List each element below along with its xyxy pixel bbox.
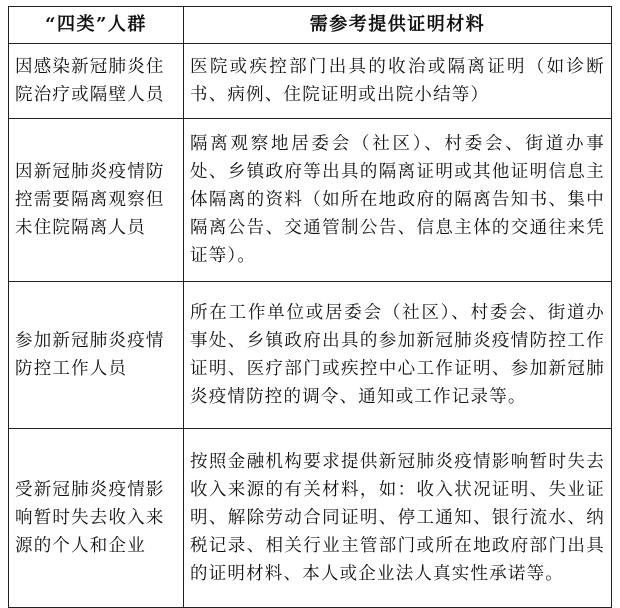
row-material-cell: 所在工作单位或居委会（社区）、村委会、街道办事处、乡镇政府出具的参加新冠肺炎疫情防控工作证明、医疗部门或疾控中心工作证明、参加新冠肺炎疫情防控的调令、通知或工作记录等。 bbox=[184, 282, 612, 429]
row-material-cell: 隔离观察地居委会（社区）、村委会、街道办事处、乡镇政府等出具的隔离证明或其他证明信息主体隔离的资料（如所在地政府的隔离告知书、集中隔离公告、交通管制公告、信息主体的交通往来凭证等）。 bbox=[184, 119, 612, 282]
table-row bbox=[9, 429, 612, 608]
row-group-cell: 受新冠肺炎疫情影响暂时失去收入来源的个人和企业 bbox=[9, 429, 184, 608]
table-row bbox=[9, 119, 612, 282]
row-material-cell: 医院或疾控部门出具的收治或隔离证明（如诊断书、病例、住院证明或出院小结等） bbox=[184, 44, 612, 119]
table-row bbox=[9, 282, 612, 429]
row-group-cell: 参加新冠肺炎疫情防控工作人员 bbox=[9, 282, 184, 429]
table-row bbox=[9, 44, 612, 119]
row-group-cell: 因感染新冠肺炎住院治疗或隔壁人员 bbox=[9, 44, 184, 119]
header-group: “四类”人群 bbox=[9, 7, 184, 44]
row-material-cell: 按照金融机构要求提供新冠肺炎疫情影响暂时失去收入来源的有关材料，如：收入状况证明、失业证明、解除劳动合同证明、停工通知、银行流水、纳税记录、相关行业主管部门或所在地政府部门出具的证明材料、本人或企业法人真实性承诺等。 bbox=[184, 429, 612, 608]
table-header-row bbox=[9, 7, 612, 44]
row-group-cell: 因新冠肺炎疫情防控需要隔离观察但未住院隔离人员 bbox=[9, 119, 184, 282]
four-categories-table bbox=[8, 6, 612, 608]
header-material: 需参考提供证明材料 bbox=[184, 7, 612, 44]
